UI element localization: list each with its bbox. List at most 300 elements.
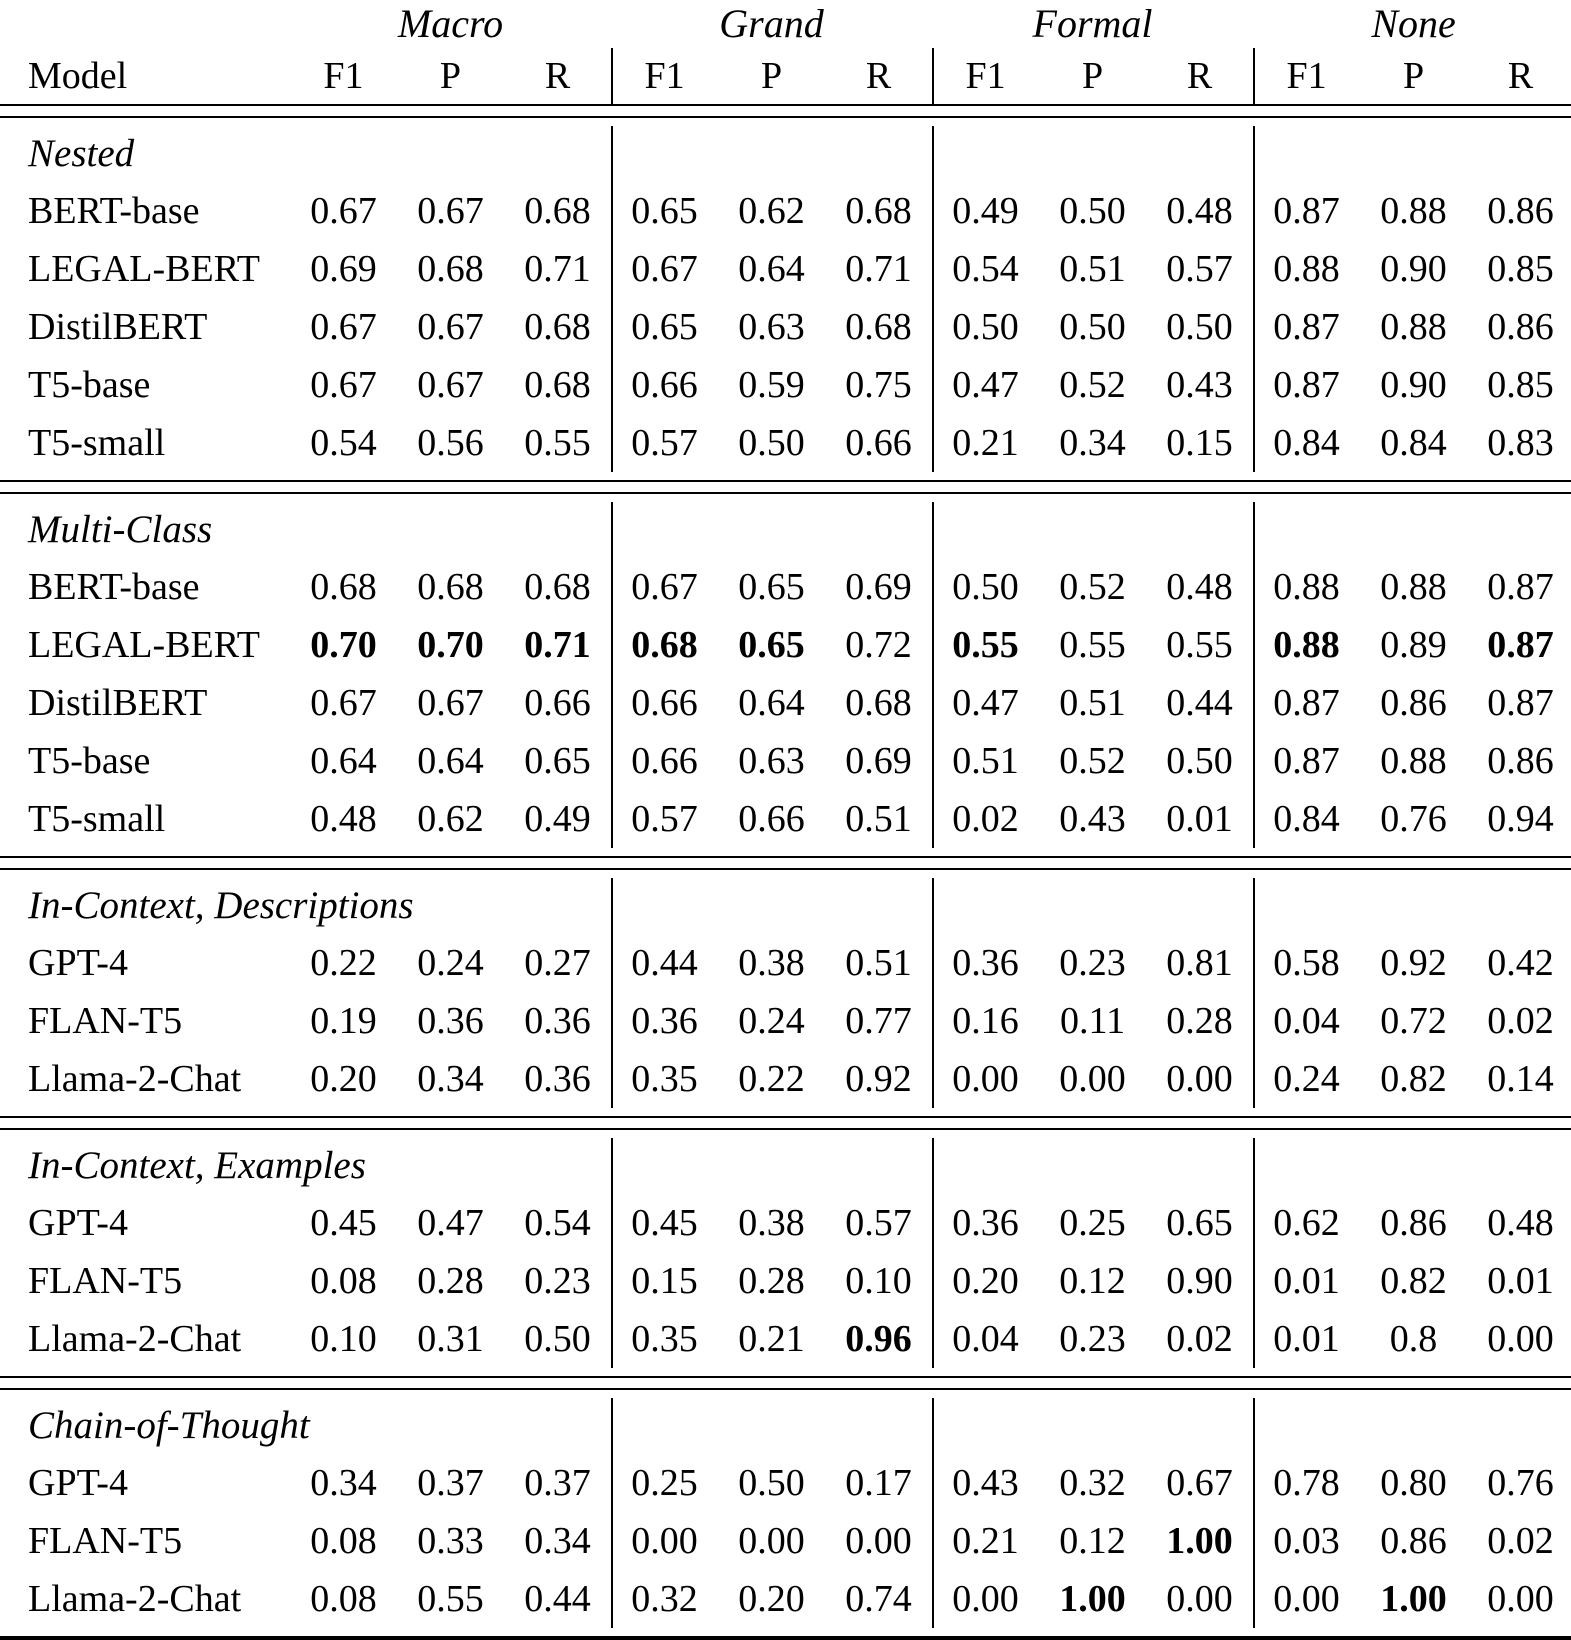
horizontal-rule [0, 1117, 1571, 1129]
metric-cell-formal-f1: 0.21 [932, 1512, 1039, 1570]
table-row [0, 1050, 1571, 1108]
metric-cell-formal-p: 0.23 [1059, 942, 1126, 984]
metric-cell-none-f1: 0.58 [1253, 934, 1360, 992]
metric-cell-grand-p: 0.65 [738, 566, 805, 608]
metric-cell-grand-p: 0.62 [738, 190, 805, 232]
metric-cell-macro-p: 0.55 [417, 1578, 484, 1620]
section-label-filler [718, 878, 825, 934]
section-label: In-Context, Descriptions [28, 884, 414, 927]
metric-cell-grand-r: 0.66 [845, 422, 912, 464]
metric-cell-grand-r: 0.10 [845, 1260, 912, 1302]
metric-cell-none-f1: 0.87 [1253, 356, 1360, 414]
metric-cell-none-f1: 0.87 [1253, 182, 1360, 240]
model-name-cell: BERT-base [28, 190, 200, 232]
column-header-grand-r: R [865, 55, 892, 97]
section-label-filler [1039, 1138, 1146, 1194]
section-label-filler [718, 1138, 825, 1194]
model-name-cell: BERT-base [28, 566, 200, 608]
metric-cell-grand-r: 0.68 [845, 306, 912, 348]
metric-cell-formal-p: 0.25 [1059, 1202, 1126, 1244]
metric-cell-formal-r: 1.00 [1166, 1520, 1233, 1562]
metric-cell-formal-r: 0.15 [1166, 422, 1233, 464]
model-name-cell: GPT-4 [28, 1202, 128, 1244]
metric-cell-macro-r: 0.68 [524, 306, 591, 348]
metric-cell-macro-f1: 0.64 [310, 740, 377, 782]
metric-cell-formal-f1: 0.36 [932, 1194, 1039, 1252]
section-label-filler [611, 502, 718, 558]
table-row [0, 414, 1571, 472]
metric-cell-macro-f1: 0.54 [310, 422, 377, 464]
horizontal-rule [0, 105, 1571, 117]
metric-cell-formal-p: 0.51 [1059, 682, 1126, 724]
row-spacer [0, 117, 1571, 126]
metric-cell-macro-p: 0.64 [417, 740, 484, 782]
metric-cell-grand-f1: 0.35 [611, 1050, 718, 1108]
metric-cell-macro-f1: 0.34 [310, 1462, 377, 1504]
metric-cell-formal-f1: 0.50 [932, 558, 1039, 616]
metric-cell-formal-r: 0.01 [1166, 798, 1233, 840]
column-header-grand-p: P [760, 55, 783, 97]
metric-cell-macro-p: 0.28 [417, 1260, 484, 1302]
metric-cell-macro-f1: 0.67 [310, 364, 377, 406]
metric-cell-grand-f1: 0.57 [611, 790, 718, 848]
metric-cell-none-r: 0.87 [1487, 682, 1554, 724]
metric-cell-grand-p: 0.66 [738, 798, 805, 840]
metric-cell-grand-f1: 0.66 [611, 356, 718, 414]
row-spacer [0, 1108, 1571, 1117]
section-label-filler [1039, 878, 1146, 934]
metric-cell-formal-r: 0.48 [1166, 190, 1233, 232]
metric-cell-formal-r: 0.57 [1166, 248, 1233, 290]
section-label-filler [1253, 878, 1360, 934]
table-row [0, 182, 1571, 240]
metric-cell-grand-r: 0.68 [845, 190, 912, 232]
metric-cell-none-r: 0.85 [1487, 364, 1554, 406]
table-row [0, 616, 1571, 674]
section-label-filler [504, 502, 611, 558]
metric-cell-grand-p: 0.64 [738, 682, 805, 724]
metric-cell-macro-r: 0.34 [524, 1520, 591, 1562]
metric-cell-macro-r: 0.49 [524, 798, 591, 840]
metric-cell-macro-p: 0.67 [417, 306, 484, 348]
metric-cell-none-r: 0.86 [1487, 190, 1554, 232]
section-label-filler [1253, 1398, 1360, 1454]
metric-cell-none-p: 0.82 [1380, 1260, 1447, 1302]
metric-cell-macro-p: 0.56 [417, 422, 484, 464]
metric-cell-none-f1: 0.78 [1253, 1454, 1360, 1512]
metric-cell-none-r: 0.48 [1487, 1202, 1554, 1244]
metric-cell-none-r: 0.94 [1487, 798, 1554, 840]
column-header-formal-r: R [1186, 55, 1213, 97]
metric-cell-macro-f1: 0.19 [310, 1000, 377, 1042]
metric-cell-macro-f1: 0.22 [310, 942, 377, 984]
metric-cell-formal-r: 0.55 [1166, 624, 1233, 666]
model-name-cell: Llama-2-Chat [28, 1058, 242, 1100]
metric-cell-grand-p: 0.24 [738, 1000, 805, 1042]
metric-cell-grand-r: 0.69 [845, 566, 912, 608]
metric-cell-grand-f1: 0.45 [611, 1194, 718, 1252]
metric-cell-formal-r: 0.50 [1166, 740, 1233, 782]
metric-cell-macro-p: 0.34 [417, 1058, 484, 1100]
section-label-filler [1253, 126, 1360, 182]
metric-cell-macro-f1: 0.67 [310, 190, 377, 232]
section-label-filler [1360, 1138, 1467, 1194]
section-label-filler [1360, 126, 1467, 182]
metric-cell-grand-p: 0.20 [738, 1578, 805, 1620]
metric-cell-macro-r: 0.68 [524, 566, 591, 608]
section-label-filler [611, 1138, 718, 1194]
section-label-filler [932, 1398, 1039, 1454]
section-label-filler [932, 878, 1039, 934]
metric-cell-macro-r: 0.50 [524, 1318, 591, 1360]
metric-cell-none-f1: 0.01 [1253, 1252, 1360, 1310]
column-header-none-p: P [1402, 55, 1425, 97]
column-header-macro-f1: F1 [323, 55, 364, 97]
section-label-filler [718, 1398, 825, 1454]
section-label-filler [397, 502, 504, 558]
metric-cell-formal-f1: 0.20 [932, 1252, 1039, 1310]
metric-cell-grand-f1: 0.36 [611, 992, 718, 1050]
metric-cell-macro-f1: 0.67 [310, 306, 377, 348]
table-row [0, 1454, 1571, 1512]
metric-cell-formal-f1: 0.47 [932, 674, 1039, 732]
metric-cell-none-f1: 0.88 [1253, 240, 1360, 298]
metric-cell-none-f1: 0.00 [1253, 1570, 1360, 1628]
metric-cell-none-p: 0.90 [1380, 248, 1447, 290]
metric-cell-macro-p: 0.67 [417, 682, 484, 724]
section-label-filler [290, 502, 397, 558]
metric-cell-none-p: 0.86 [1380, 1202, 1447, 1244]
metric-cell-formal-r: 0.67 [1166, 1462, 1233, 1504]
metric-cell-grand-f1: 0.57 [611, 414, 718, 472]
metric-cell-none-r: 0.87 [1487, 624, 1554, 666]
metric-cell-formal-r: 0.00 [1166, 1578, 1233, 1620]
metric-cell-formal-p: 0.34 [1059, 422, 1126, 464]
metric-cell-grand-r: 0.71 [845, 248, 912, 290]
metric-cell-grand-f1: 0.35 [611, 1310, 718, 1368]
metric-cell-macro-r: 0.66 [524, 682, 591, 724]
metric-cell-macro-p: 0.70 [417, 624, 484, 666]
section-label-filler [611, 1398, 718, 1454]
metric-cell-none-p: 0.90 [1380, 364, 1447, 406]
metric-cell-grand-p: 0.38 [738, 1202, 805, 1244]
metric-cell-none-f1: 0.88 [1253, 558, 1360, 616]
group-header-spacer [0, 0, 290, 48]
metric-cell-none-f1: 0.04 [1253, 992, 1360, 1050]
section-label-filler [611, 126, 718, 182]
metric-cell-macro-f1: 0.45 [310, 1202, 377, 1244]
metric-cell-macro-r: 0.37 [524, 1462, 591, 1504]
metric-cell-none-r: 0.00 [1487, 1578, 1554, 1620]
metric-cell-grand-r: 0.00 [845, 1520, 912, 1562]
metric-cell-grand-r: 0.96 [845, 1318, 912, 1360]
metric-cell-macro-f1: 0.08 [310, 1520, 377, 1562]
model-name-cell: T5-base [28, 740, 151, 782]
row-spacer [0, 1628, 1571, 1636]
section-label-filler [1039, 126, 1146, 182]
metric-cell-formal-r: 0.81 [1166, 942, 1233, 984]
section-label-filler [932, 1138, 1039, 1194]
horizontal-rule [0, 1636, 1571, 1638]
metric-cell-grand-p: 0.28 [738, 1260, 805, 1302]
metric-cell-none-f1: 0.84 [1253, 790, 1360, 848]
metric-cell-formal-p: 0.12 [1059, 1520, 1126, 1562]
metric-cell-macro-r: 0.36 [524, 1000, 591, 1042]
model-name-cell: FLAN-T5 [28, 1520, 183, 1562]
table-row [0, 790, 1571, 848]
metric-cell-macro-p: 0.33 [417, 1520, 484, 1562]
section-label: Multi-Class [28, 508, 213, 551]
section-label-filler [504, 126, 611, 182]
metric-cell-grand-p: 0.50 [738, 422, 805, 464]
metric-cell-macro-r: 0.65 [524, 740, 591, 782]
column-header-grand-f1: F1 [611, 48, 718, 105]
row-spacer [0, 1129, 1571, 1138]
metric-cell-formal-p: 0.00 [1059, 1058, 1126, 1100]
metric-cell-none-f1: 0.87 [1253, 674, 1360, 732]
metric-cell-none-r: 0.00 [1487, 1318, 1554, 1360]
metric-cell-none-r: 0.14 [1487, 1058, 1554, 1100]
metric-cell-grand-f1: 0.00 [611, 1512, 718, 1570]
section-label-filler [932, 126, 1039, 182]
metric-cell-none-p: 0.84 [1380, 422, 1447, 464]
column-header-none-f1: F1 [1253, 48, 1360, 105]
section-label-filler [1467, 1138, 1571, 1194]
metric-cell-grand-r: 0.17 [845, 1462, 912, 1504]
metric-cell-grand-r: 0.77 [845, 1000, 912, 1042]
metric-cell-grand-f1: 0.65 [611, 182, 718, 240]
column-header-formal-f1: F1 [932, 48, 1039, 105]
metric-cell-macro-p: 0.68 [417, 566, 484, 608]
metric-cell-formal-f1: 0.21 [932, 414, 1039, 472]
column-header-model: Model [28, 55, 128, 97]
metric-cell-formal-p: 0.50 [1059, 190, 1126, 232]
metric-cell-grand-f1: 0.67 [611, 558, 718, 616]
metric-cell-macro-f1: 0.68 [310, 566, 377, 608]
metric-cell-formal-p: 0.32 [1059, 1462, 1126, 1504]
metric-cell-grand-p: 0.64 [738, 248, 805, 290]
metric-cell-macro-p: 0.36 [417, 1000, 484, 1042]
metric-cell-formal-r: 0.43 [1166, 364, 1233, 406]
metric-cell-none-r: 0.86 [1487, 306, 1554, 348]
section-label-filler [932, 502, 1039, 558]
row-spacer [0, 848, 1571, 857]
metric-cell-grand-p: 0.00 [738, 1520, 805, 1562]
model-name-cell: LEGAL-BERT [28, 624, 261, 666]
model-name-cell: GPT-4 [28, 1462, 128, 1504]
metric-cell-formal-f1: 0.50 [932, 298, 1039, 356]
metric-cell-grand-r: 0.51 [845, 798, 912, 840]
metric-cell-formal-p: 0.51 [1059, 248, 1126, 290]
metric-group-header-none: None [1371, 1, 1456, 46]
metric-cell-macro-f1: 0.70 [310, 624, 377, 666]
section-label-filler [718, 502, 825, 558]
metric-cell-formal-f1: 0.36 [932, 934, 1039, 992]
table-row [0, 934, 1571, 992]
model-name-cell: Llama-2-Chat [28, 1318, 242, 1360]
section-label-filler [825, 126, 932, 182]
metric-cell-macro-p: 0.31 [417, 1318, 484, 1360]
metric-cell-macro-r: 0.23 [524, 1260, 591, 1302]
metric-cell-grand-f1: 0.44 [611, 934, 718, 992]
metric-cell-grand-f1: 0.66 [611, 674, 718, 732]
metric-cell-formal-f1: 0.51 [932, 732, 1039, 790]
metric-cell-macro-r: 0.55 [524, 422, 591, 464]
section-label-filler [504, 1398, 611, 1454]
metric-cell-formal-p: 0.50 [1059, 306, 1126, 348]
metric-cell-grand-r: 0.51 [845, 942, 912, 984]
metric-cell-macro-f1: 0.10 [310, 1318, 377, 1360]
metric-cell-formal-r: 0.28 [1166, 1000, 1233, 1042]
model-name-cell: GPT-4 [28, 942, 128, 984]
metric-cell-formal-p: 0.23 [1059, 1318, 1126, 1360]
metric-cell-none-r: 0.42 [1487, 942, 1554, 984]
row-spacer [0, 493, 1571, 502]
table-row [0, 240, 1571, 298]
metric-cell-none-p: 0.80 [1380, 1462, 1447, 1504]
metric-cell-formal-r: 0.90 [1166, 1260, 1233, 1302]
horizontal-rule [0, 857, 1571, 869]
metric-cell-formal-f1: 0.00 [932, 1050, 1039, 1108]
metric-cell-macro-p: 0.37 [417, 1462, 484, 1504]
model-name-cell: FLAN-T5 [28, 1000, 183, 1042]
section-label-filler [825, 1398, 932, 1454]
metric-cell-formal-p: 0.55 [1059, 624, 1126, 666]
metric-cell-none-p: 0.72 [1380, 1000, 1447, 1042]
metric-cell-formal-p: 0.11 [1059, 1000, 1126, 1042]
metric-cell-none-f1: 0.87 [1253, 298, 1360, 356]
metric-cell-formal-f1: 0.02 [932, 790, 1039, 848]
row-spacer [0, 472, 1571, 481]
table-row [0, 1570, 1571, 1628]
section-label-filler [1467, 878, 1571, 934]
metric-cell-none-r: 0.83 [1487, 422, 1554, 464]
metric-cell-macro-r: 0.36 [524, 1058, 591, 1100]
metric-cell-none-f1: 0.01 [1253, 1310, 1360, 1368]
section-label-filler [718, 126, 825, 182]
section-label-filler [1253, 1138, 1360, 1194]
metric-cell-formal-f1: 0.43 [932, 1454, 1039, 1512]
metric-cell-formal-r: 0.00 [1166, 1058, 1233, 1100]
metric-cell-macro-r: 0.71 [524, 248, 591, 290]
section-label-filler [1146, 878, 1253, 934]
metric-cell-grand-p: 0.38 [738, 942, 805, 984]
section-label-filler [290, 126, 397, 182]
metric-cell-macro-f1: 0.08 [310, 1578, 377, 1620]
metric-cell-none-r: 0.87 [1487, 566, 1554, 608]
metric-cell-none-f1: 0.62 [1253, 1194, 1360, 1252]
metric-cell-grand-p: 0.63 [738, 306, 805, 348]
metric-cell-macro-p: 0.62 [417, 798, 484, 840]
metric-cell-grand-r: 0.74 [845, 1578, 912, 1620]
metric-cell-none-f1: 0.87 [1253, 732, 1360, 790]
metric-cell-formal-p: 0.12 [1059, 1260, 1126, 1302]
model-name-cell: LEGAL-BERT [28, 248, 261, 290]
metric-cell-macro-r: 0.27 [524, 942, 591, 984]
model-name-cell: Llama-2-Chat [28, 1578, 242, 1620]
metric-cell-none-p: 0.76 [1380, 798, 1447, 840]
metric-cell-macro-r: 0.44 [524, 1578, 591, 1620]
model-name-cell: DistilBERT [28, 306, 208, 348]
metric-cell-grand-f1: 0.25 [611, 1454, 718, 1512]
metric-cell-grand-r: 0.92 [845, 1058, 912, 1100]
metric-cell-grand-p: 0.50 [738, 1462, 805, 1504]
metric-cell-macro-f1: 0.48 [310, 798, 377, 840]
metric-cell-none-p: 0.92 [1380, 942, 1447, 984]
section-label-filler [825, 878, 932, 934]
metric-cell-grand-r: 0.68 [845, 682, 912, 724]
section-label-filler [1467, 1398, 1571, 1454]
metric-cell-none-p: 0.88 [1380, 740, 1447, 782]
column-header-macro-p: P [439, 55, 462, 97]
metric-cell-formal-p: 1.00 [1059, 1578, 1126, 1620]
table-row [0, 1194, 1571, 1252]
metric-cell-formal-f1: 0.55 [932, 616, 1039, 674]
metric-cell-macro-p: 0.67 [417, 190, 484, 232]
metric-cell-macro-p: 0.68 [417, 248, 484, 290]
section-label-filler [1146, 1138, 1253, 1194]
metric-cell-grand-f1: 0.15 [611, 1252, 718, 1310]
metric-cell-none-f1: 0.03 [1253, 1512, 1360, 1570]
metric-cell-none-p: 0.88 [1380, 566, 1447, 608]
metric-cell-none-f1: 0.84 [1253, 414, 1360, 472]
metric-cell-grand-f1: 0.32 [611, 1570, 718, 1628]
table-row [0, 1252, 1571, 1310]
row-spacer [0, 869, 1571, 878]
table-row [0, 1512, 1571, 1570]
metric-cell-grand-p: 0.22 [738, 1058, 805, 1100]
metric-cell-macro-p: 0.47 [417, 1202, 484, 1244]
section-label-filler [504, 878, 611, 934]
metric-cell-formal-f1: 0.00 [932, 1570, 1039, 1628]
metric-group-header-formal: Formal [1032, 1, 1153, 46]
section-label-filler [1146, 126, 1253, 182]
section-label-filler [504, 1138, 611, 1194]
metric-cell-formal-f1: 0.04 [932, 1310, 1039, 1368]
metric-cell-macro-f1: 0.20 [310, 1058, 377, 1100]
metric-cell-none-r: 0.02 [1487, 1000, 1554, 1042]
row-spacer [0, 1368, 1571, 1377]
metric-cell-macro-f1: 0.08 [310, 1260, 377, 1302]
metric-group-header-macro: Macro [397, 1, 504, 46]
section-label-filler [1146, 1398, 1253, 1454]
section-label-filler [1467, 126, 1571, 182]
section-label-filler [825, 502, 932, 558]
metric-cell-formal-p: 0.52 [1059, 740, 1126, 782]
metric-cell-none-r: 0.76 [1487, 1462, 1554, 1504]
metric-cell-macro-r: 0.54 [524, 1202, 591, 1244]
section-label-filler [1467, 502, 1571, 558]
metric-cell-none-r: 0.02 [1487, 1520, 1554, 1562]
metric-cell-none-p: 0.82 [1380, 1058, 1447, 1100]
table-row [0, 298, 1571, 356]
metric-cell-none-p: 0.88 [1380, 190, 1447, 232]
section-label-filler [1360, 878, 1467, 934]
section-label: In-Context, Examples [28, 1144, 366, 1187]
model-name-cell: DistilBERT [28, 682, 208, 724]
metric-cell-formal-p: 0.52 [1059, 566, 1126, 608]
metric-cell-grand-f1: 0.67 [611, 240, 718, 298]
metric-cell-grand-r: 0.75 [845, 364, 912, 406]
metric-cell-none-p: 0.86 [1380, 1520, 1447, 1562]
section-label: Nested [28, 132, 135, 175]
metric-cell-grand-p: 0.59 [738, 364, 805, 406]
model-name-cell: T5-small [28, 798, 166, 840]
column-header-none-r: R [1507, 55, 1534, 97]
metric-cell-grand-f1: 0.68 [611, 616, 718, 674]
metric-cell-formal-r: 0.44 [1166, 682, 1233, 724]
metric-cell-grand-p: 0.21 [738, 1318, 805, 1360]
